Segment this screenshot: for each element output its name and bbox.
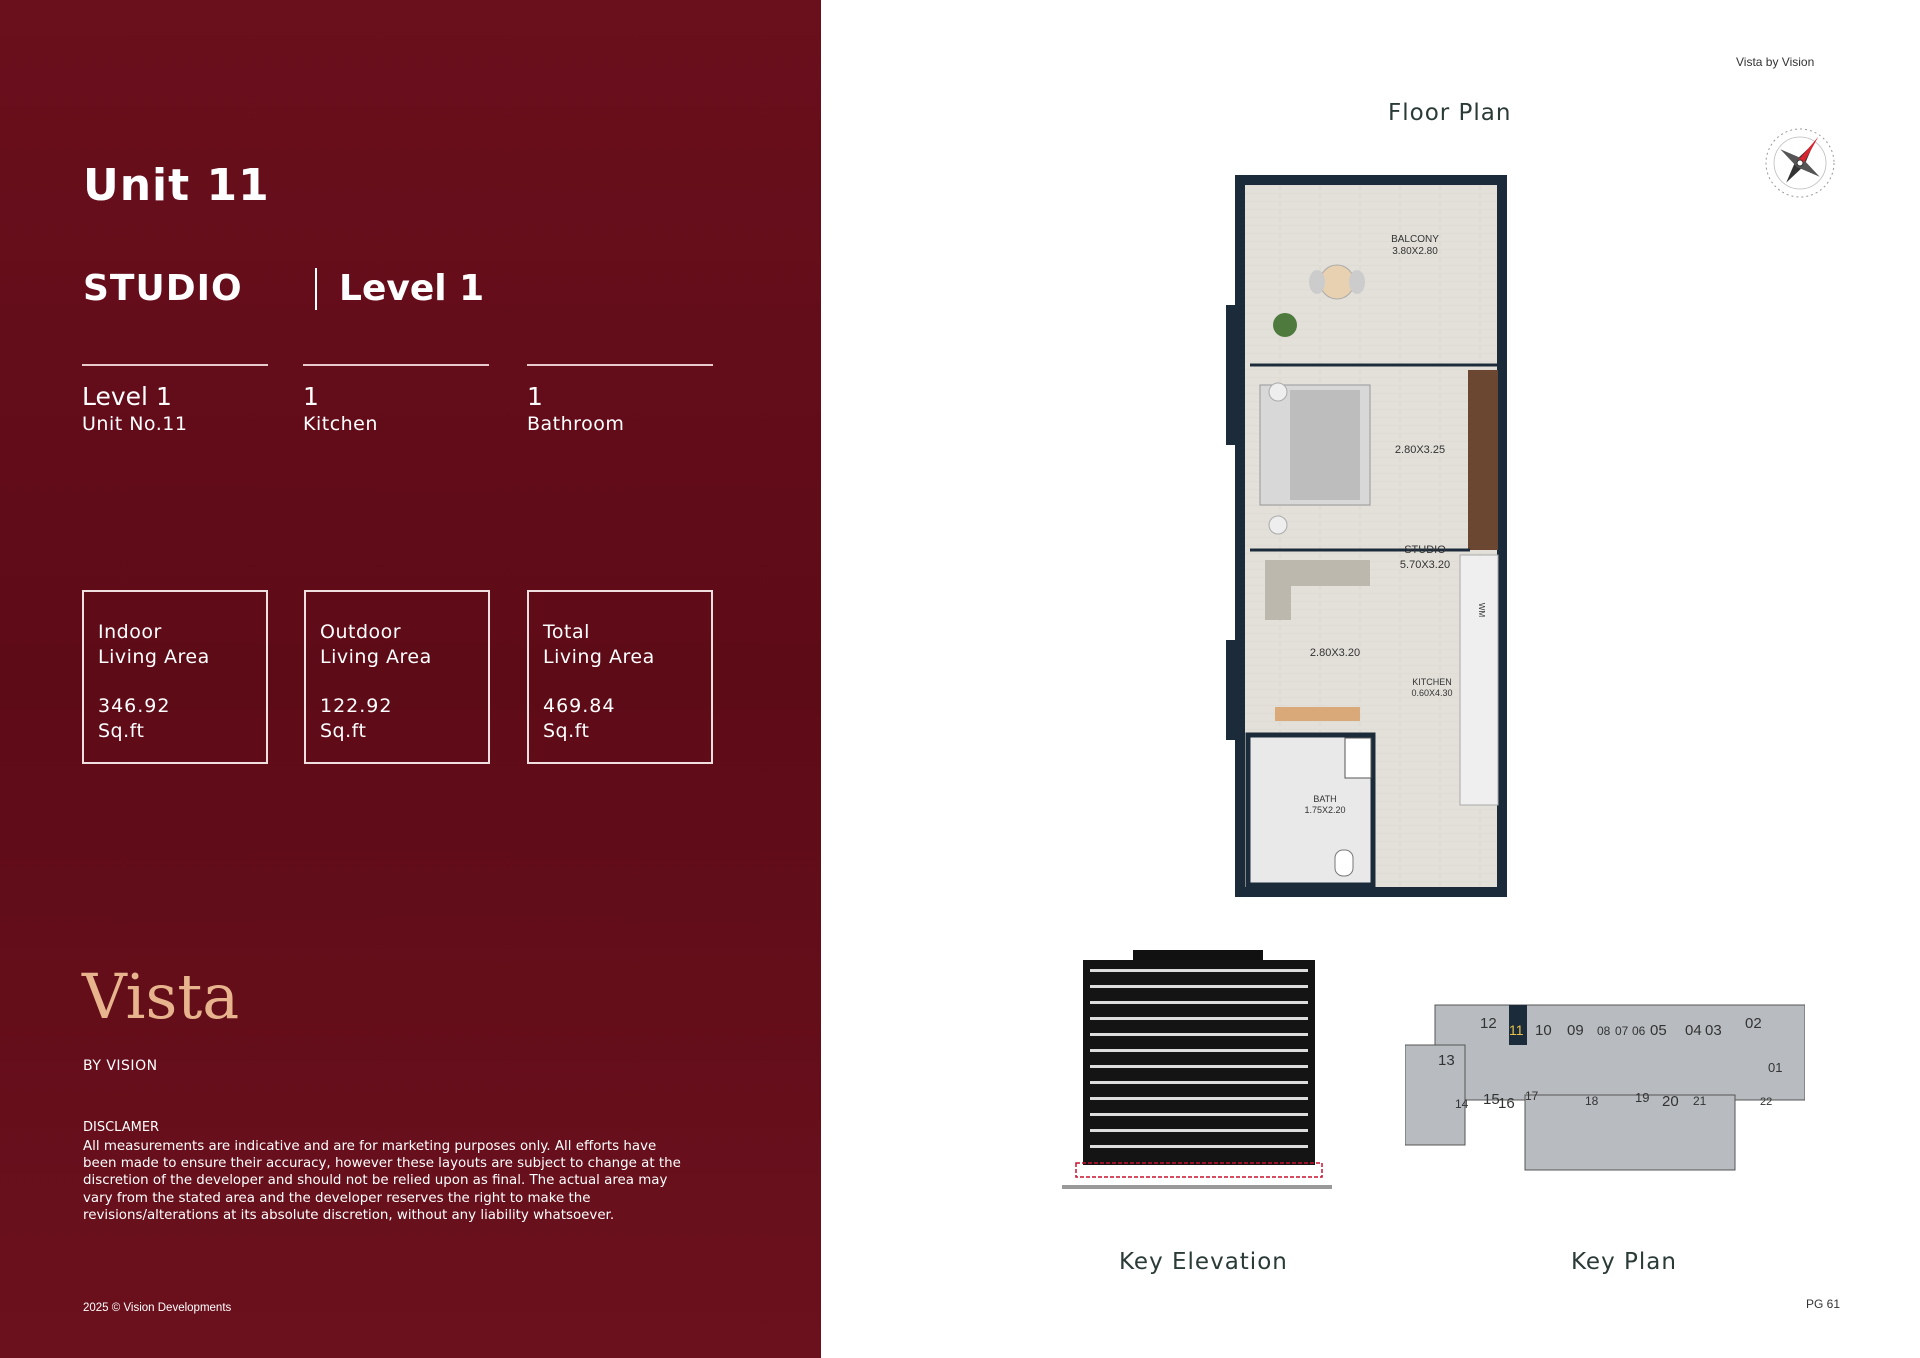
brand-label: Vista by Vision (1736, 55, 1815, 69)
balcony-dim: 3.80X2.80 (1392, 246, 1438, 257)
keyplan-unit: 04 (1685, 1022, 1702, 1039)
keyplan-unit: 20 (1662, 1093, 1679, 1110)
keyplan-unit: 15 (1483, 1091, 1500, 1108)
area-title: Total (543, 621, 590, 643)
wm-label: WM (1477, 602, 1486, 618)
keyplan-unit: 13 (1438, 1052, 1455, 1069)
stat-label: Bathroom (527, 413, 625, 435)
stat-label: Unit No.11 (82, 413, 188, 435)
bath-dim: 1.75X2.20 (1304, 805, 1346, 815)
stat-kitchen (303, 364, 489, 435)
keyplan-unit-highlight: 11 (1509, 1022, 1524, 1038)
key-plan-drawing (1405, 1000, 1805, 1175)
compass-icon (1762, 125, 1838, 201)
unit-level: Level 1 (315, 268, 484, 310)
keyplan-unit: 19 (1635, 1090, 1650, 1105)
area-unit: Sq.ft (320, 720, 367, 742)
info-panel (0, 0, 821, 1358)
page-number: PG 61 (1806, 1297, 1841, 1311)
stat-label: Kitchen (303, 413, 378, 435)
area-title: Indoor (98, 621, 162, 643)
area-box-outdoor (304, 590, 490, 764)
keyplan-unit: 08 (1597, 1024, 1611, 1038)
area-title: Living Area (98, 646, 210, 668)
area-value: 122.92 (320, 695, 393, 717)
keyplan-unit: 05 (1650, 1022, 1667, 1039)
area-unit: Sq.ft (543, 720, 590, 742)
stat-value: Level 1 (82, 382, 172, 411)
area-box-total (527, 590, 713, 764)
keyplan-unit: 03 (1705, 1022, 1722, 1039)
area-unit: Sq.ft (98, 720, 145, 742)
keyplan-unit: 12 (1480, 1015, 1497, 1032)
stat-bathroom (527, 364, 713, 435)
floor-plan-drawing (1220, 170, 1520, 900)
stat-value: 1 (527, 382, 543, 411)
bath-label: BATH (1313, 794, 1337, 804)
key-elevation-drawing (1050, 945, 1350, 1205)
vista-logo: Vista (82, 960, 240, 1033)
area-value: 469.84 (543, 695, 616, 717)
studio-label: STUDIO (1404, 544, 1446, 556)
stat-level (82, 364, 268, 435)
key-plan-title: Key Plan (1571, 1249, 1677, 1275)
logo-tagline: BY VISION (83, 1058, 158, 1074)
keyplan-unit: 17 (1525, 1089, 1539, 1103)
keyplan-unit: 09 (1567, 1022, 1584, 1039)
keyplan-unit: 21 (1693, 1094, 1707, 1108)
keyplan-unit: 14 (1455, 1097, 1469, 1111)
keyplan-unit: 01 (1768, 1060, 1783, 1075)
kitchen-label: KITCHEN (1412, 677, 1452, 687)
balcony-label: BALCONY (1391, 234, 1439, 245)
kitchen-dim: 0.60X4.30 (1411, 688, 1453, 698)
keyplan-unit: 02 (1745, 1015, 1762, 1032)
keyplan-unit: 18 (1585, 1094, 1599, 1108)
bedroom-dim: 2.80X3.25 (1394, 444, 1446, 456)
keyplan-unit: 22 (1760, 1096, 1773, 1108)
living-dim: 2.80X3.20 (1309, 647, 1361, 659)
key-elevation-title: Key Elevation (1119, 1249, 1288, 1275)
area-title: Outdoor (320, 621, 402, 643)
area-title: Living Area (543, 646, 655, 668)
disclaimer-heading: DISCLAMER (83, 1120, 160, 1135)
unit-type: STUDIO (83, 268, 243, 309)
stat-value: 1 (303, 382, 319, 411)
keyplan-unit: 06 (1632, 1024, 1646, 1038)
area-box-indoor (82, 590, 268, 764)
area-title: Living Area (320, 646, 432, 668)
floor-plan-title: Floor Plan (1388, 100, 1512, 126)
area-value: 346.92 (98, 695, 171, 717)
keyplan-unit: 10 (1535, 1022, 1552, 1039)
copyright: 2025 © Vision Developments (83, 1302, 232, 1314)
unit-title: Unit 11 (83, 160, 270, 211)
disclaimer-body: All measurements are indicative and are for marketing purposes only. All efforts have been made to ensure their accuracy, however these layouts are subject to change at the discretion of the developer and should not be relied upon as final. The actual area may vary from the stated area and the developer reserves the right to make the revisions/alterations at its absolute discretion, without any liability whatsoever. (83, 1139, 681, 1223)
keyplan-unit: 16 (1498, 1095, 1515, 1112)
studio-dim: 5.70X3.20 (1399, 559, 1451, 571)
keyplan-unit: 07 (1615, 1024, 1629, 1038)
